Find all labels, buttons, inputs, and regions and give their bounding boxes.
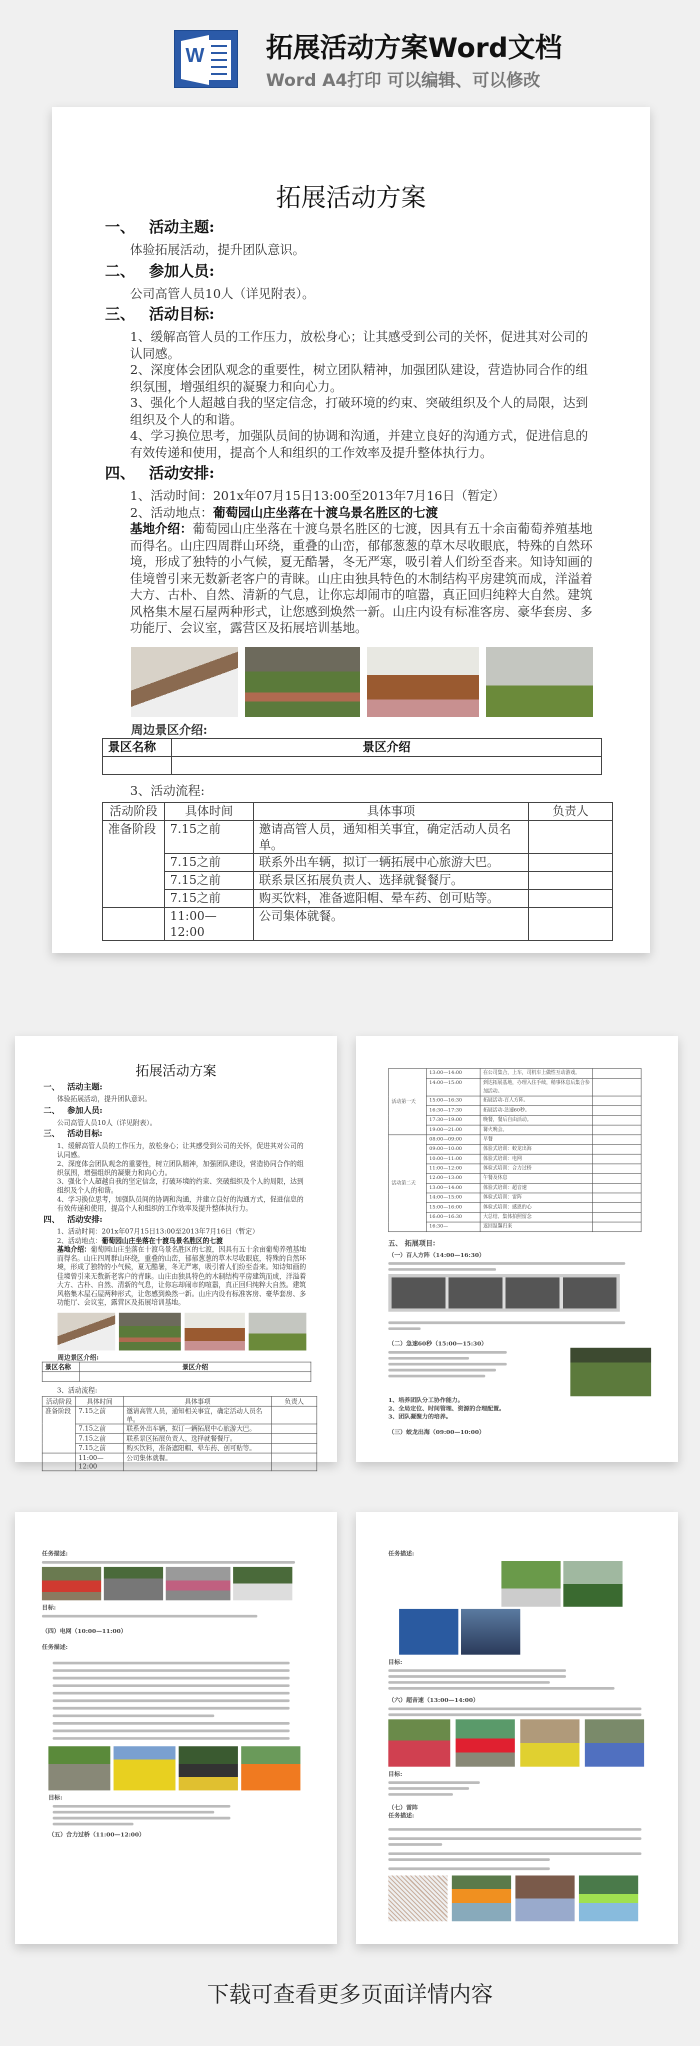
project-heading: （三）蛟龙出海（09:00—10:00）	[388, 1428, 485, 1436]
list-item: 4、学习换位思考，加强队员间的协调和沟通，并建立良好的沟通方式，促进信息的有效传递和使用，提高个人和组织的工作效率及提升整体执行力。	[130, 428, 588, 460]
table-row: 7.15之前 购买饮料，准备遮阳帽、晕车药、创可贴等。	[103, 889, 613, 907]
section-heading: 二、 参加人员:	[43, 1105, 103, 1115]
table-row: 10:00—11:00 体验式培训：电网	[389, 1154, 642, 1164]
paragraph: 公司高管人员10人（详见附表）。	[130, 285, 315, 301]
activity-place: 2、活动地点：葡萄园山庄坐落在十渡乌景名胜区的七渡	[57, 1236, 223, 1245]
section-heading: 三、 活动目标:	[43, 1128, 103, 1139]
table-row: 活动第二天 08:00—09:00 早餐	[389, 1135, 642, 1145]
table-row: 7.15之前 联系外出车辆，拟订一辆拓展中心旅游大巴。	[42, 1424, 317, 1434]
list-item: 4、学习换位思考，加强队员间的协调和沟通，并建立良好的沟通方式，促进信息的有效传递和使用，提高个人和组织的工作效率及提升整体执行力。	[57, 1194, 304, 1212]
photo-lawn	[249, 1313, 307, 1351]
list-item: 1、缓解高管人员的工作压力，放松身心；让其感受到公司的关怀，促进其对公司的认同感。	[130, 329, 588, 361]
table-row: 11:00—12:00 公司集体就餐。	[42, 1453, 317, 1471]
page-subtitle: Word A4打印 可以编辑、可以修改	[266, 71, 541, 91]
page-title: 拓展活动方案Word文档	[266, 33, 563, 64]
list-item: 1、缓解高管人员的工作压力，放松身心；让其感受到公司的关怀，促进其对公司的认同感。	[57, 1141, 304, 1159]
flow-table: 活动阶段 具体时间 具体事项 负责人 准备阶段 7.15之前 邀请高管人员，通知相关事宜，确定活动人员名单。 7.15之前 联系外出车辆，拟订一辆拓展中心旅游大巴。 7.15之前 联系景区拓展负责人、选择就餐餐厅。 7.15之前 购买饮料，准备遮阳帽、晕车药、创可贴等。 11:00—12:00 公司集体就餐。	[102, 802, 613, 941]
section-heading: 一、 活动主题:	[105, 218, 215, 236]
list-item: 3、强化个人超越自我的坚定信念，打破环境的约束、突破组织及个人的局限，达到组织及个人的和谐。	[130, 395, 588, 427]
photo-game	[570, 1348, 651, 1396]
table-row: 09:00—10:00 体验式培训：蛟龙出海	[389, 1145, 642, 1155]
table-row: 16:00—16:30 大总结、集体拍照留念	[389, 1212, 642, 1222]
table-row: 16:30—17:30 拓展活动-急速60秒。	[389, 1106, 642, 1116]
table-row: 15:00—16:00 体验式培训：感恩的心	[389, 1203, 642, 1213]
scenic-table: 景区名称 景区介绍	[42, 1362, 311, 1382]
download-hint: 下载可查看更多页面详情内容	[206, 1983, 493, 2008]
base-intro: 基地介绍：葡萄园山庄坐落在十渡乌景名胜区的七渡，因具有五十余亩葡萄养殖基地而得名。山庄四周群山环绕，重叠的山峦，郁郁葱葱的草木尽收眼底，特殊的自然环境，形成了独特的小气候，夏无酷暑，冬无严寒，吸引着人们纷至沓来。知诗知画的佳境曾引来无数新老客户的青睐。山庄由独具特色的木制结构平房建筑而成，洋溢着大方、古朴、自然、清新的气息，让你忘却闹市的喧嚣，真正回归纯粹大自然。建筑风格集木屋石屋两种形式，让您感到焕然一新。山庄内设有标准客房、豪华套房、多功能厅、会议室，露营区及拓展培训基地。	[57, 1244, 307, 1307]
table-row: 12:00—13:00 午餐及休息	[389, 1174, 642, 1184]
table-row: 14:00—15:00 体验式培训：雷阵	[389, 1193, 642, 1203]
flow-caption: 3、活动流程:	[57, 1386, 98, 1395]
page-thumbnail-3[interactable]: 任务描述: 目标: （四）电网（10:00—11:00） 任务描述: 目标: （五）合力过桥（11:00—12:00）	[15, 1512, 337, 1944]
scenic-caption: 周边景区介绍:	[131, 722, 208, 737]
document-title: 拓展活动方案	[275, 183, 426, 212]
table-row: 7.15之前 购买饮料，准备遮阳帽、晕车药、创可贴等。	[42, 1443, 317, 1453]
project-heading: （七）雷阵	[388, 1803, 418, 1811]
photo-row	[42, 1567, 316, 1600]
project-heading: （五）合力过桥（11:00—12:00）	[48, 1831, 145, 1839]
photo-restaurant	[185, 1313, 245, 1351]
scenic-table: 景区名称 景区介绍	[102, 738, 602, 775]
flow-table: 活动阶段 具体时间 具体事项 负责人 准备阶段 7.15之前 邀请高管人员，通知相关事宜，确定活动人员名单。 7.15之前 联系外出车辆，拟订一辆拓展中心旅游大巴。 7.15之前 联系景区拓展负责人、选择就餐餐厅。 7.15之前 购买饮料，准备遮阳帽、晕车药、创可贴等。 11:00—12:00 公司集体就餐。	[42, 1396, 317, 1471]
table-row: 19:00—21:00 篝火晚会。	[389, 1125, 642, 1135]
table-row: 准备阶段 7.15之前 邀请高管人员，通知相关事宜，确定活动人员名单。	[103, 820, 613, 853]
document-content	[15, 1036, 337, 1471]
table-row: 11:00—12:00 公司集体就餐。	[103, 907, 613, 940]
photo-guest-room	[58, 1313, 116, 1351]
table-row: 16:30— 返回温馨归来	[389, 1222, 642, 1232]
table-row: 14:00—15:00 到达拓展基地，办理入住手续，稍事休息后集合参加活动。	[389, 1078, 642, 1096]
project-heading: （二）急速60秒（15:00—15:30）	[388, 1340, 488, 1348]
page-thumbnail-2[interactable]: 活动第一天 13:00—14:00 在公司集合，上车，司机车上做性互动游戏。 14:00—15:00 到达拓展基地，办理入住手续，稍事休息后集合参加活动。 15:00—16:30 拓展活动-百人方阵。 16:30—17:30 拓展活动-急速60秒。 17:30—19:00 晚餐，餐后自由活动。 19:00—21:00 篝火晚会。 活动第二天 08:00—09:00 早餐 09:00—10:00 体验式培训：蛟龙出海 10:00—11:00 体验式培训：电网 11:00—12:00 体验式培训：合力过桥 12:00—13:00 午餐及休息 13:00—14:00 体验式培训：超音速 14:00—15:00 体验式培训：雷阵 15:00—16:00 体验式培训：感恩的心 16:00—16:30 大总结、集体拍照留念 16:30— 返回温馨归来 五、 拓展项目: （一）百人方阵（14:00—16:30） （二）急速60秒（15:00—15:30） 1、培养团队分工协作能力。 2、全局定位、时间管理、资源的合理配置。 3、团队凝聚力的培养。 （三）蛟龙出海（09:00—10:00）	[356, 1036, 678, 1462]
table-row: 17:30—19:00 晚餐，餐后自由活动。	[389, 1115, 642, 1125]
page-thumbnail-4[interactable]: 任务描述: 目标: （六）超音速（13:00—14:00） 目标: （七）雷阵 任务描述:	[356, 1512, 678, 1944]
section-heading: 四、 活动安排:	[105, 464, 215, 482]
project-heading: （四）电网（10:00—11:00）	[41, 1627, 127, 1635]
photo-strip	[388, 1274, 620, 1312]
table-row: 15:00—16:30 拓展活动-百人方阵。	[389, 1096, 642, 1106]
page-thumbnail-1[interactable]	[15, 1036, 337, 1470]
section-heading: 一、 活动主题:	[43, 1081, 103, 1092]
base-intro: 基地介绍：葡萄园山庄坐落在十渡乌景名胜区的七渡，因具有五十余亩葡萄养殖基地而得名。山庄四周群山环绕，重叠的山峦，郁郁葱葱的草木尽收眼底，特殊的自然环境，形成了独特的小气候，夏无酷暑，冬无严寒，吸引着人们纷至沓来。知诗知画的佳境曾引来无数新老客户的青睐。山庄由独具特色的木制结构平房建筑而成，洋溢着大方、古朴、自然、清新的气息，让你忘却闹市的喧嚣，真正回归纯粹大自然。建筑风格集木屋石屋两种形式，让您感到焕然一新。山庄内设有标准客房、豪华套房、多功能厅、会议室，露营区及拓展培训基地。	[130, 521, 593, 635]
word-icon: W	[174, 30, 238, 88]
photo-row	[388, 1719, 656, 1766]
photo-guest-room	[131, 647, 238, 717]
table-row: 准备阶段 7.15之前 邀请高管人员，通知相关事宜，确定活动人员名单。	[42, 1406, 317, 1424]
goal-list	[130, 329, 598, 461]
section-heading: 三、 活动目标:	[105, 305, 215, 323]
photo-mountain	[119, 1313, 181, 1351]
section-heading: 五、 拓展项目:	[388, 1239, 436, 1248]
photo-row	[388, 1875, 656, 1921]
activity-time: 1、活动时间：201x年07月15日13:00至2013年7月16日（暂定）	[130, 488, 505, 503]
list-item: 2、深度体会团队观念的重要性，树立团队精神，加强团队建设，营造协同合作的组织氛围，增强组织的凝聚力和向心力。	[57, 1159, 304, 1177]
flow-caption: 3、活动流程:	[130, 783, 205, 798]
table-row: 7.15之前 联系景区拓展负责人、选择就餐餐厅。	[42, 1433, 317, 1443]
document-content	[52, 107, 650, 941]
schedule-table	[388, 1068, 641, 1232]
arrangement	[130, 488, 598, 637]
photo-row	[131, 647, 650, 717]
photo-row	[58, 1313, 337, 1351]
paragraph: 公司高管人员10人（详见附表）。	[57, 1118, 157, 1127]
document-title: 拓展活动方案	[135, 1062, 217, 1079]
photo-mountain	[245, 647, 360, 717]
paragraph: 体验拓展活动，提升团队意识。	[57, 1094, 152, 1103]
section-heading: 四、 活动安排:	[43, 1214, 103, 1224]
table-row: 11:00—12:00 体验式培训：合力过桥	[389, 1164, 642, 1174]
scenic-caption: 周边景区介绍:	[57, 1353, 99, 1361]
photo-lawn	[486, 647, 593, 717]
document-preview-main	[52, 107, 650, 953]
list-item: 3、强化个人超越自我的坚定信念，打破环境的约束、突破组织及个人的局限，达到组织及个人的和谐。	[57, 1177, 304, 1195]
project-heading: （一）百人方阵（14:00—16:30）	[388, 1251, 485, 1259]
paragraph: 体验拓展活动，提升团队意识。	[130, 242, 306, 257]
goal-list	[57, 1142, 309, 1213]
table-row: 活动第一天 13:00—14:00 在公司集合，上车，司机车上做性互动游戏。	[389, 1069, 642, 1079]
arrangement	[57, 1227, 309, 1307]
activity-time: 1、活动时间：201x年07月15日13:00至2013年7月16日（暂定）	[57, 1227, 259, 1236]
table-row: 7.15之前 联系景区拓展负责人、选择就餐餐厅。	[103, 871, 613, 889]
photo-restaurant	[367, 647, 479, 717]
photo-row	[48, 1746, 315, 1790]
activity-place: 2、活动地点：葡萄园山庄坐落在十渡乌景名胜区的七渡	[130, 504, 438, 520]
project-heading: （六）超音速（13:00—14:00）	[388, 1696, 479, 1704]
section-heading: 二、 参加人员:	[105, 261, 215, 280]
table-row: 13:00—14:00 体验式培训：超音速	[389, 1183, 642, 1193]
table-row: 7.15之前 联系外出车辆，拟订一辆拓展中心旅游大巴。	[103, 853, 613, 871]
list-item: 2、深度体会团队观念的重要性，树立团队精神，加强团队建设，营造协同合作的组织氛围，增强组织的凝聚力和向心力。	[130, 362, 588, 394]
